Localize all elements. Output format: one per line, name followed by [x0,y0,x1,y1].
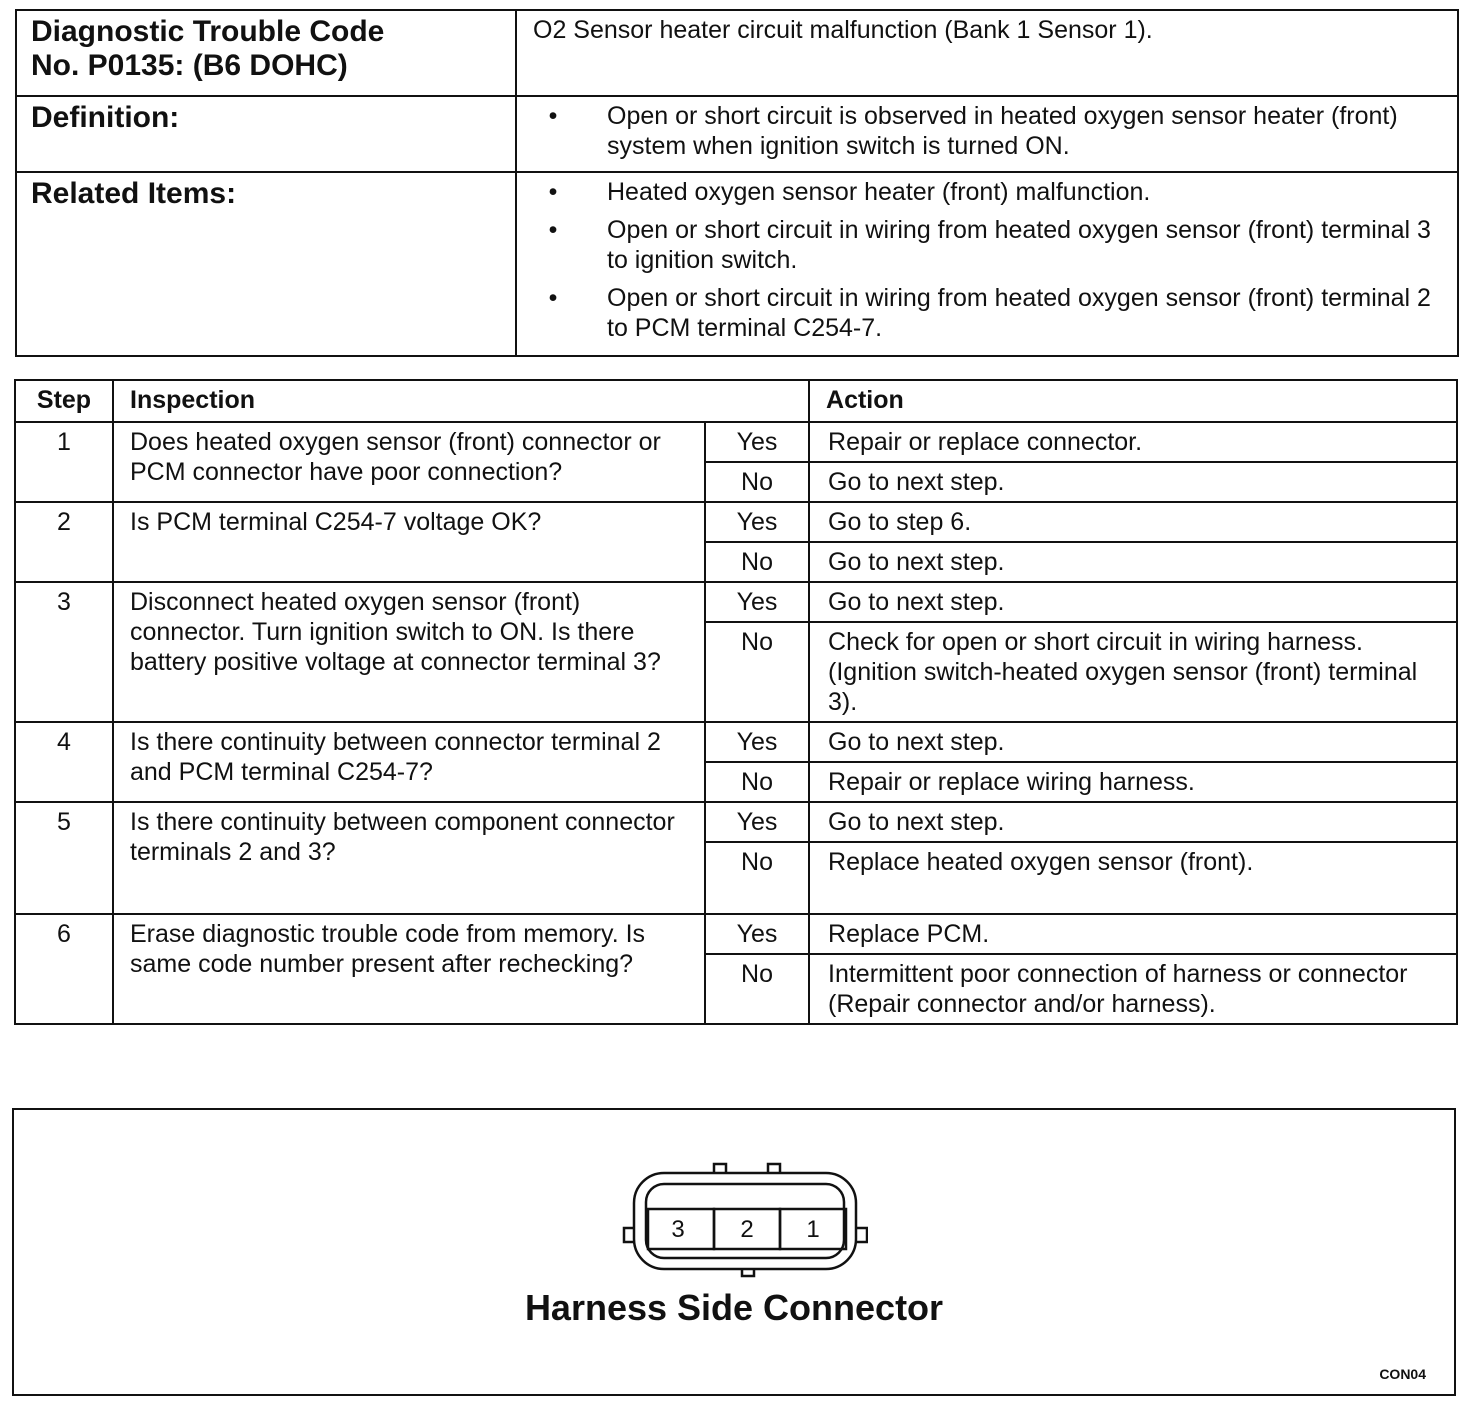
dtc-info-table [15,9,1459,357]
step-inspection: Is PCM terminal C254-7 voltage OK? [113,502,705,582]
step-number: 2 [15,502,113,582]
related-item-text: Open or short circuit in wiring from heated oxygen sensor (front) terminal 3 to ignition switch. [607,216,1431,274]
bullet-icon: • [548,284,558,312]
related-items-content [516,172,1458,356]
figure-code: CON04 [1379,1366,1426,1382]
inspection-steps-table [14,379,1458,1025]
step-2-yes-row [15,502,1457,542]
pin-label: 3 [671,1216,685,1243]
bullet-icon: • [548,216,558,244]
header-step: Step [15,380,113,422]
step-6-yes-row [15,914,1457,954]
step-inspection: Disconnect heated oxygen sensor (front) connector. Turn ignition switch to ON. Is there battery positive voltage at connector terminal 3? [113,582,705,722]
definition-content [516,96,1458,172]
step-inspection: Is there continuity between connector terminal 2 and PCM terminal C254-7? [113,722,705,802]
header-inspection: Inspection [113,380,809,422]
pin-label: 1 [806,1216,820,1243]
yes-label: Yes [705,914,809,954]
step-number: 4 [15,722,113,802]
no-action: Go to next step. [809,462,1457,502]
no-action: Replace heated oxygen sensor (front). [809,842,1457,914]
related-item-bullet [533,283,1443,343]
related-item-text: Heated oxygen sensor heater (front) malfunction. [607,178,1151,206]
dtc-code-row [16,10,1458,96]
yes-action: Go to next step. [809,722,1457,762]
dtc-code-label [16,10,516,96]
definition-label: Definition: [16,96,516,172]
bullet-icon: • [548,102,558,130]
dtc-code-description: O2 Sensor heater circuit malfunction (Bank 1 Sensor 1). [516,10,1458,96]
yes-label: Yes [705,422,809,462]
step-number: 1 [15,422,113,502]
no-label: No [705,462,809,502]
no-label: No [705,542,809,582]
yes-label: Yes [705,502,809,542]
yes-label: Yes [705,582,809,622]
yes-label: Yes [705,722,809,762]
related-item-bullet [533,215,1443,275]
definition-row [16,96,1458,172]
step-5-yes-row [15,802,1457,842]
connector-diagram-box [12,1108,1456,1396]
step-1-yes-row [15,422,1457,462]
step-number: 5 [15,802,113,914]
header-action: Action [809,380,1457,422]
no-action: Check for open or short circuit in wiring harness. (Ignition switch-heated oxygen sensor (front) terminal 3). [809,622,1457,722]
definition-bullet [533,101,1443,161]
yes-action: Go to step 6. [809,502,1457,542]
related-items-row [16,172,1458,356]
step-number: 6 [15,914,113,1024]
no-action: Repair or replace wiring harness. [809,762,1457,802]
dtc-code-label-line2: No. P0135: (B6 DOHC) [31,49,348,82]
yes-label: Yes [705,802,809,842]
yes-action: Repair or replace connector. [809,422,1457,462]
no-label: No [705,842,809,914]
step-3-yes-row [15,582,1457,622]
yes-action: Go to next step. [809,582,1457,622]
definition-text: Open or short circuit is observed in heated oxygen sensor heater (front) system when ignition switch is turned ON. [607,102,1398,160]
no-label: No [705,622,809,722]
harness-connector-icon [608,1158,868,1280]
step-inspection: Is there continuity between component connector terminals 2 and 3? [113,802,705,914]
steps-header-row [15,380,1457,422]
no-label: No [705,954,809,1024]
step-inspection: Does heated oxygen sensor (front) connector or PCM connector have poor connection? [113,422,705,502]
pin-label: 2 [740,1216,754,1243]
related-item-bullet [533,177,1443,207]
yes-action: Replace PCM. [809,914,1457,954]
no-action: Intermittent poor connection of harness or connector (Repair connector and/or harness). [809,954,1457,1024]
yes-action: Go to next step. [809,802,1457,842]
connector-title: Harness Side Connector [524,1287,944,1328]
dtc-code-label-line1: Diagnostic Trouble Code [31,15,385,48]
related-item-text: Open or short circuit in wiring from heated oxygen sensor (front) terminal 2 to PCM terminal C254-7. [607,284,1431,342]
step-4-yes-row [15,722,1457,762]
bullet-icon: • [548,178,558,206]
no-action: Go to next step. [809,542,1457,582]
step-number: 3 [15,582,113,722]
step-inspection: Erase diagnostic trouble code from memory. Is same code number present after rechecking? [113,914,705,1024]
no-label: No [705,762,809,802]
related-items-label: Related Items: [16,172,516,356]
